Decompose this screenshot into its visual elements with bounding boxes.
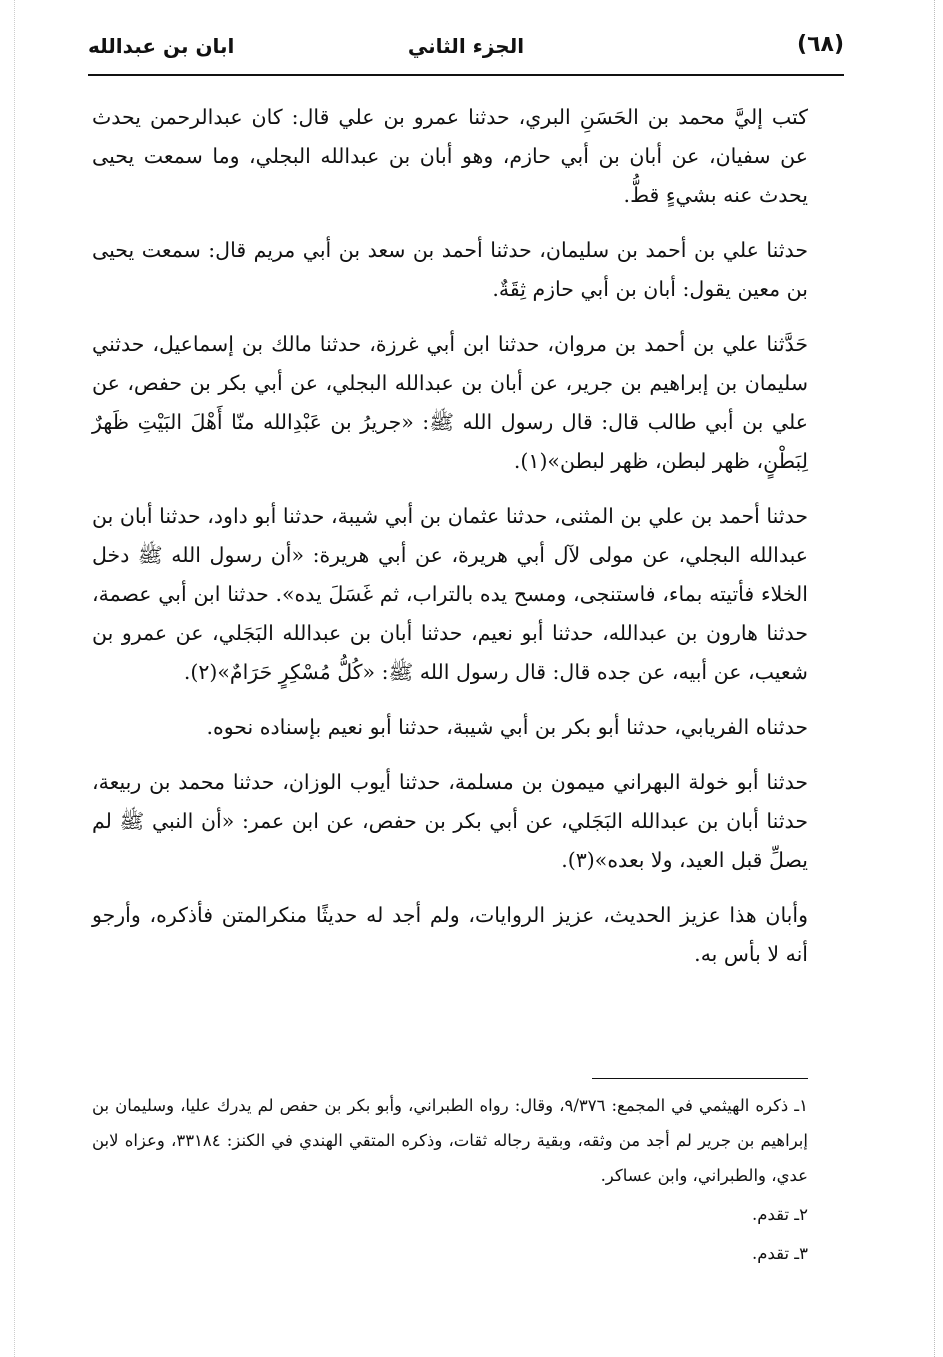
paragraph-2: حدثنا علي بن أحمد بن سليمان، حدثنا أحمد بن سعد بن أبي مريم قال: سمعت يحيى بن معين يقول: أبان بن أبي حازم ثِقَةٌ. bbox=[92, 238, 808, 301]
entry-title: ابان بن عبدالله bbox=[88, 34, 235, 58]
paragraph-3: حَدَّثنا علي بن أحمد بن مروان، حدثنا ابن أبي غرزة، حدثنا مالك بن إسماعيل، حدثني سليمان بن إبراهيم بن جرير، عن أبان بن عبدالله البجلي، عن أبي بكر بن حفص، عن علي بن أبي طالب قال: قال رسول الله ﷺ: «جريرُ بن عَبْدِالله منّا أَهْلَ البَيْتِ ظَهرٌ لِبَطْنٍ، ظهر لبطن، ظهر لبطن»(١). bbox=[92, 332, 808, 473]
paragraph-4: حدثنا أحمد بن علي بن المثنى، حدثنا عثمان بن أبي شيبة، حدثنا أبو داود، حدثنا أبان بن عبدالله البجلي، عن مولى لآل أبي هريرة، عن أبي هريرة: «أن رسول الله ﷺ دخل الخلاء فأتيته بماء، فاستنجى، ومسح يده بالتراب، ثم غَسَلَ يده». حدثنا ابن أبي عصمة، حدثنا هارون بن عبدالله، حدثنا أبو نعيم، حدثنا أبان بن عبدالله البَجَلي، عن عمرو بن شعيب، عن أبيه، عن جده قال: قال رسول الله ﷺ: «كُلُّ مُسْكِرٍ حَرَامٌ»(٢). bbox=[92, 504, 808, 684]
scan-edge-right bbox=[934, 0, 935, 1357]
footnote-1: ١ـ ذكره الهيثمي في المجمع: ٩/٣٧٦، وقال: رواه الطبراني، وأبو بكر بن حفص لم يدرك عليا، وسليمان بن إبراهيم بن جرير لم أجد من وثقه، وبقية رجاله ثقات، وذكره المتقي الهندي في الكنز: ٣٣١٨٤، وعزاه لابن عدي، والطبراني، وابن عساكر. bbox=[92, 1096, 808, 1185]
paragraph-6: حدثنا أبو خولة البهراني ميمون بن مسلمة، حدثنا أيوب الوزان، حدثنا محمد بن ربيعة، حدثنا أبان بن عبدالله البَجَلي، عن أبي بكر بن حفص، عن ابن عمر: «أن النبي ﷺ لم يصلِّ قبل العيد، ولا بعده»(٣). bbox=[92, 770, 808, 872]
footnote-divider bbox=[592, 1078, 808, 1079]
main-text bbox=[92, 98, 808, 974]
page-number: (٦٨) bbox=[797, 32, 844, 57]
paragraph-1: كتب إليَّ محمد بن الحَسَنِ البري، حدثنا عمرو بن علي قال: كان عبدالرحمن يحدث عن سفيان، عن أبان بن أبي حازم، وهو أبان بن عبدالله البجلي، وما سمعت يحيى يحدث عنه بشيءٍ قطُّ. bbox=[92, 105, 808, 207]
footnotes bbox=[92, 1088, 808, 1271]
section-title: الجزء الثاني bbox=[407, 34, 525, 58]
scan-edge-left bbox=[14, 0, 15, 1357]
page-header bbox=[88, 30, 844, 76]
paragraph-7: وأبان هذا عزيز الحديث، عزيز الروايات، ولم أجد له حديثًا منكرالمتن فأذكره، وأرجو أنه لا بأس به. bbox=[92, 903, 808, 966]
footnote-3: ٣ـ تقدم. bbox=[751, 1244, 808, 1263]
footnote-2: ٢ـ تقدم. bbox=[751, 1205, 808, 1224]
paragraph-5: حدثناه الفريابي، حدثنا أبو بكر بن أبي شيبة، حدثنا أبو نعيم بإسناده نحوه. bbox=[206, 715, 808, 739]
